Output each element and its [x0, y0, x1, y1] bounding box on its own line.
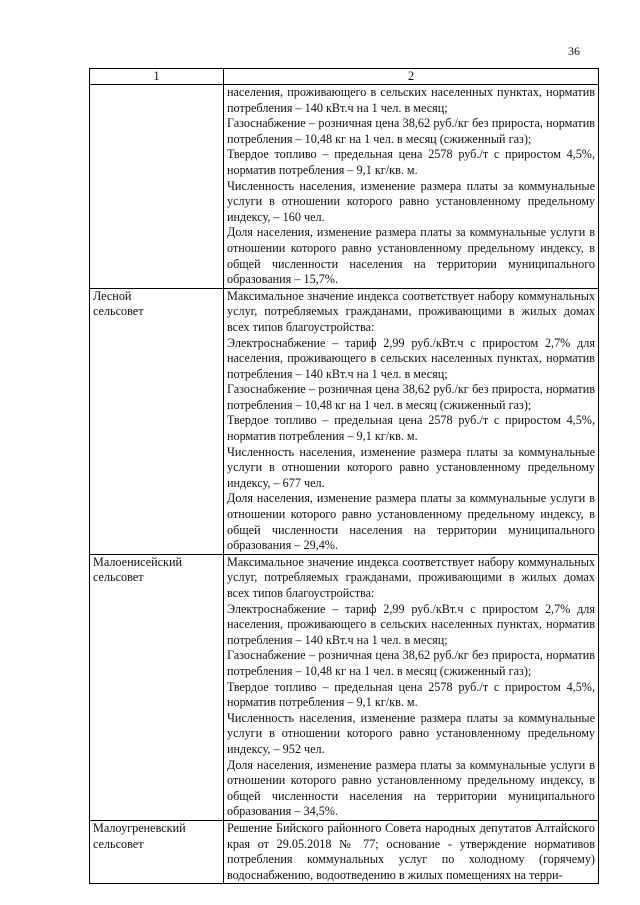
table-row: [90, 820, 599, 883]
description-paragraph: Численность населения, изменение размера платы за коммунальные услуги в отношении которого равно установленному предельному индексу, – 160 чел.: [227, 178, 595, 224]
description-cell: [224, 288, 599, 554]
description-paragraph: Численность населения, изменение размера платы за коммунальные услуги в отношении которого равно установленному предельному индексу, – 952 чел.: [227, 710, 595, 756]
table-header-row: [90, 69, 599, 85]
description-paragraph: Газоснабжение – розничная цена 38,62 руб./кг без прироста, норматив потребления – 10,48 кг на 1 чел. в месяц (сжиженный газ);: [227, 648, 595, 678]
description-paragraph: Твердое топливо – предельная цена 2578 руб./т с приростом 4,5%, норматив потребления – 9,1 кг/кв. м.: [227, 679, 595, 710]
description-paragraph: Электроснабжение – тариф 2,99 руб./кВт.ч с приростом 2,7% для населения, проживающего в сельских населенных пунктах, норматив потребления – 140 кВт.ч на 1 чел. в месяц;: [227, 335, 595, 381]
description-cell: [224, 820, 599, 883]
municipality-name-line: сельсовет: [93, 304, 144, 319]
municipality-name-line: Лесной: [93, 288, 132, 303]
description-paragraph: Численность населения, изменение размера платы за коммунальные услуги в отношении которого равно установленному предельному индексу, – 677 чел.: [227, 444, 595, 490]
description-paragraph: Твердое топливо – предельная цена 2578 руб./т с приростом 4,5%, норматив потребления – 9,1 кг/кв. м.: [227, 147, 595, 177]
description-paragraph: Доля населения, изменение размера платы за коммунальные услуги в отношении которого равно установленному предельному индексу, в общей численности населения на территории муниципального образования – 15,7%.: [227, 225, 595, 287]
municipality-name-line: сельсовет: [93, 570, 144, 585]
municipality-cell: [90, 554, 224, 820]
table-row: [90, 85, 599, 289]
description-paragraph: Максимальное значение индекса соответствует набору коммунальных услуг, потребляемых гражданами, проживающими в жилых домах всех типов благоустройства:: [227, 288, 595, 334]
table-row: [90, 288, 599, 554]
municipality-cell: [90, 820, 224, 883]
description-paragraph: Максимальное значение индекса соответствует набору коммунальных услуг, потребляемых гражданами, проживающими в жилых домах всех типов благоустройства:: [227, 554, 595, 600]
municipality-cell: [90, 85, 224, 289]
description-paragraph: населения, проживающего в сельских населенных пунктах, норматив потребления – 140 кВт.ч на 1 чел. в месяц;: [227, 85, 595, 115]
municipality-name-line: Малоенисейский: [93, 554, 182, 569]
description-cell: [224, 554, 599, 820]
description-paragraph: Газоснабжение – розничная цена 38,62 руб./кг без прироста, норматив потребления – 10,48 кг на 1 чел. в месяц (сжиженный газ);: [227, 382, 595, 412]
description-paragraph: Доля населения, изменение размера платы за коммунальные услуги в отношении которого равно установленному предельному индексу, в общей численности населения на территории муниципального образования – 29,4%.: [227, 491, 595, 553]
column-header: 1: [90, 69, 224, 85]
description-paragraph: Газоснабжение – розничная цена 38,62 руб./кг без прироста, норматив потребления – 10,48 кг на 1 чел. в месяц (сжиженный газ);: [227, 116, 595, 146]
description-paragraph: Твердое топливо – предельная цена 2578 руб./т с приростом 4,5%, норматив потребления – 9,1 кг/кв. м.: [227, 413, 595, 444]
page-number: 36: [568, 44, 580, 58]
table-row: [90, 554, 599, 820]
description-paragraph: Электроснабжение – тариф 2,99 руб./кВт.ч с приростом 2,7% для населения, проживающего в сельских населенных пунктах, норматив потребления – 140 кВт.ч на 1 чел. в месяц;: [227, 601, 595, 647]
municipality-cell: [90, 288, 224, 554]
municipality-name-line: сельсовет: [93, 836, 144, 851]
tariff-table: [89, 68, 599, 884]
municipality-name-line: Малоугреневский: [93, 820, 186, 835]
description-paragraph: Доля населения, изменение размера платы за коммунальные услуги в отношении которого равно установленному предельному индексу, в общей численности населения на территории муниципального образования – 34,5%.: [227, 757, 595, 819]
description-paragraph: Решение Бийского районного Совета народных депутатов Алтайского края от 29.05.2018 № 77; основание - утверждение нормативов потребления коммунальных услуг по холодному (горячему) водоснабжению, водоотведению в жилых помещениях на терри-: [227, 820, 595, 882]
column-header: 2: [224, 69, 599, 85]
description-cell: [224, 85, 599, 289]
